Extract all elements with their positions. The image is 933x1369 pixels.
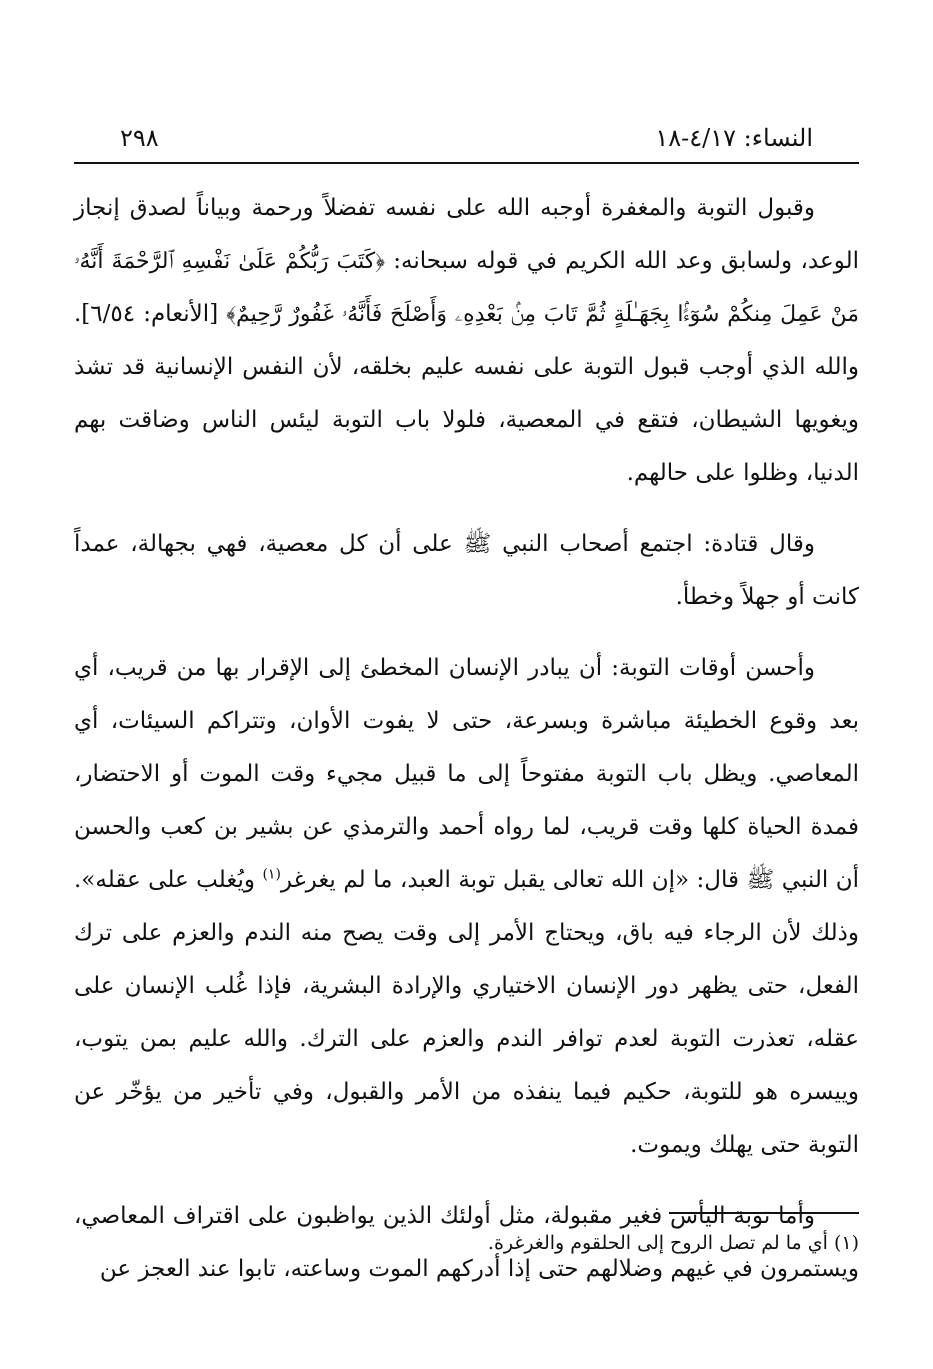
- body-text: [74, 182, 859, 1314]
- paragraph-2: وقال قتادة: اجتمع أصحاب النبي ﷺ على أن كل معصية، فهي بجهالة، عمداً كانت أو جهلاً وخطأ.: [74, 531, 859, 610]
- footnote-divider: [669, 1212, 859, 1214]
- paragraph-1-rest: [الأنعام: ٦/٥٤]. والله الذي أوجب قبول التوبة على نفسه عليم بخلقه، لأن النفس الإنسانية قد تشذ ويغويها الشيطان، فتقع في المعصية، فلولا باب التوبة ليئس الناس وضاقت بهم الدنيا، وظلوا على حالهم.: [74, 301, 859, 486]
- surah-reference: النساء: ٤/١٧-١٨: [655, 124, 813, 152]
- paragraph-1: [74, 182, 859, 500]
- footnote: (١) أي ما لم تصل الروح إلى الحلقوم والغرغرة.: [487, 1232, 859, 1254]
- quran-verse: ﴿كَتَبَ رَبُّكُمْ عَلَىٰ نَفْسِهِ ٱلرَّحْمَةَ أَنَّهُۥ مَنْ عَمِلَ مِنكُمْ سُوٓءًۢا بِجَهَـٰلَةٍ ثُمَّ تَابَ مِنۢ بَعْدِهِۦ وَأَصْلَحَ فَأَنَّهُۥ غَفُورٌ رَّحِيمٌ﴾: [74, 249, 859, 327]
- page-number: ٢٩٨: [120, 124, 159, 152]
- paragraph-3: [74, 642, 859, 1172]
- header-divider: [74, 162, 859, 164]
- footnote-marker: (١): [262, 866, 281, 883]
- page-header: [120, 118, 813, 158]
- paragraph-3-intro: وأحسن أوقات التوبة: أن يبادر الإنسان المخطئ إلى الإقرار بها من قريب، أي بعد وقوع الخطيئة مباشرة وبسرعة، حتى لا يفوت الأوان، وتتراكم السيئات، أي المعاصي. ويظل باب التوبة مفتوحاً إلى ما قبيل مجيء وقت الموت أو الاحتضار، فمدة الحياة كلها وقت قريب، لما رواه أحمد والترمذي عن بشير بن كعب والحسن أن النبي ﷺ قال: «إن الله تعالى يقبل توبة العبد، ما لم يغرغر: [74, 655, 860, 893]
- paragraph-3-rest: ويُغلب على عقله». وذلك لأن الرجاء فيه باق، ويحتاج الأمر إلى وقت يصح منه الندم والعزم على ترك الفعل، حتى يظهر دور الإنسان الاختياري والإرادة البشرية، فإذا غُلب الإنسان على عقله، تعذرت التوبة لعدم توافر الندم والعزم على الترك. والله عليم بمن يتوب، وييسره هو للتوبة، حكيم فيما ينفذه من الأمر والقبول، وفي تأخير من يؤخّر عن التوبة حتى يهلك ويموت.: [74, 867, 859, 1158]
- paragraph-1-intro: وقبول التوبة والمغفرة أوجبه الله على نفسه تفضلاً ورحمة وبياناً لصدق إنجاز الوعد، ولسابق وعد الله الكريم في قوله سبحانه:: [74, 195, 859, 274]
- paragraph-4: وأما توبة اليأس فغير مقبولة، مثل أولئك الذين يواظبون على اقتراف المعاصي، ويستمرون في غيهم وضلالهم حتى إذا أدركهم الموت وساعته، تابوا عند العجز عن: [74, 1203, 859, 1282]
